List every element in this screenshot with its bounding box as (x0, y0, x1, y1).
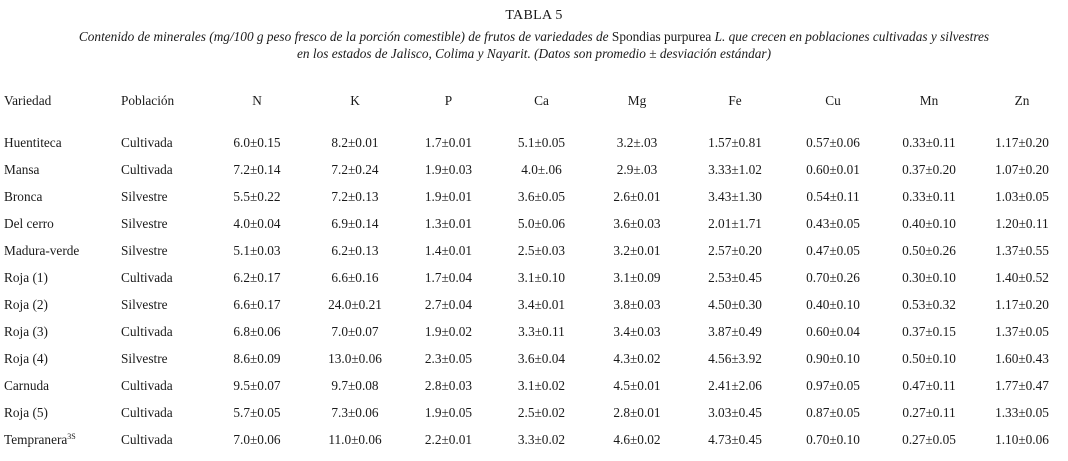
table-row (0, 426, 1068, 453)
caption-text-end: L. que crecen en poblaciones cultivadas y silvestres (711, 29, 990, 44)
cell-mn: 0.37±0.15 (902, 323, 956, 339)
cell-mn: 0.50±0.10 (902, 350, 956, 366)
cell-mn: 0.53±0.32 (902, 296, 956, 312)
cell-fe: 3.87±0.49 (708, 323, 762, 339)
cell-p: 2.2±0.01 (424, 431, 473, 447)
cell-poblacion: Silvestre (121, 242, 168, 258)
cell-fe: 3.43±1.30 (708, 188, 762, 204)
cell-fe: 4.50±0.30 (708, 296, 762, 312)
cell-k: 8.2±0.01 (331, 134, 379, 150)
cell-mn: 0.27±0.05 (902, 431, 956, 447)
variedad-name: Roja (5) (4, 404, 48, 420)
cell-variedad (0, 372, 118, 399)
cell-mg: 2.9±.03 (616, 161, 658, 177)
cell-mn: 0.33±0.11 (902, 134, 956, 150)
table-row (0, 210, 1068, 237)
cell-ca: 2.5±0.02 (517, 404, 566, 420)
header-spacer (0, 116, 1068, 129)
cell-mn: 0.30±0.10 (902, 269, 956, 285)
cell-p: 2.7±0.04 (424, 296, 473, 312)
header-fe: Fe (728, 93, 742, 108)
cell-cu: 0.54±0.11 (806, 188, 860, 204)
cell-variedad (0, 264, 118, 291)
table-row (0, 264, 1068, 291)
cell-p: 1.7±0.04 (424, 269, 473, 285)
cell-variedad (0, 318, 118, 345)
cell-fe: 2.41±2.06 (708, 377, 762, 393)
cell-zn: 1.37±0.05 (995, 323, 1049, 339)
cell-zn: 1.60±0.43 (995, 350, 1049, 366)
cell-ca: 3.4±0.01 (517, 296, 566, 312)
cell-mg: 2.6±0.01 (613, 188, 661, 204)
header-p: P (444, 93, 453, 108)
cell-fe: 3.33±1.02 (708, 161, 762, 177)
caption-species: Spondias purpurea (611, 29, 712, 44)
cell-fe: 4.73±0.45 (708, 431, 762, 447)
table-row (0, 129, 1068, 156)
cell-mg: 3.8±0.03 (613, 296, 661, 312)
cell-k: 6.2±0.13 (331, 242, 379, 258)
cell-cu: 0.60±0.01 (806, 161, 860, 177)
variedad-name: Roja (4) (4, 350, 48, 366)
cell-k: 7.0±0.07 (331, 323, 379, 339)
cell-variedad (0, 210, 118, 237)
cell-mg: 3.2±0.01 (613, 242, 661, 258)
cell-fe: 2.01±1.71 (708, 215, 762, 231)
cell-k: 13.0±0.06 (328, 350, 382, 366)
header-mg: Mg (627, 93, 647, 108)
cell-poblacion: Silvestre (121, 296, 168, 312)
cell-fe: 4.56±3.92 (708, 350, 762, 366)
cell-cu: 0.47±0.05 (806, 242, 860, 258)
cell-mg: 3.6±0.03 (613, 215, 661, 231)
header-n: N (252, 93, 262, 108)
cell-mg: 4.3±0.02 (613, 350, 661, 366)
cell-zn: 1.03±0.05 (995, 188, 1049, 204)
cell-mn: 0.50±0.26 (902, 242, 956, 258)
cell-variedad (0, 156, 118, 183)
cell-p: 1.7±0.01 (424, 134, 473, 150)
variedad-name: Tempranera (4, 431, 68, 447)
cell-ca: 5.1±0.05 (517, 134, 566, 150)
cell-fe: 1.57±0.81 (708, 134, 762, 150)
table-title: TABLA 5 (505, 8, 563, 23)
table-row (0, 237, 1068, 264)
cell-zn: 1.20±0.11 (995, 215, 1049, 231)
cell-n: 5.7±0.05 (233, 404, 281, 420)
cell-cu: 0.40±0.10 (806, 296, 860, 312)
cell-p: 1.9±0.05 (424, 404, 473, 420)
cell-poblacion: Cultivada (121, 161, 173, 177)
cell-ca: 3.6±0.04 (517, 350, 566, 366)
variedad-name: Mansa (4, 161, 40, 177)
cell-fe: 2.57±0.20 (708, 242, 762, 258)
cell-zn: 1.17±0.20 (995, 296, 1049, 312)
cell-n: 9.5±0.07 (233, 377, 281, 393)
cell-n: 6.2±0.17 (233, 269, 281, 285)
cell-p: 2.3±0.05 (424, 350, 473, 366)
header-poblacion: Población (121, 93, 175, 108)
cell-poblacion: Cultivada (121, 269, 173, 285)
cell-variedad (0, 399, 118, 426)
cell-n: 6.0±0.15 (233, 134, 281, 150)
cell-p: 1.4±0.01 (424, 242, 473, 258)
variedad-name: Huentiteca (4, 134, 62, 150)
cell-zn: 1.40±0.52 (995, 269, 1049, 285)
cell-cu: 0.43±0.05 (806, 215, 860, 231)
cell-ca: 4.0±.06 (521, 161, 562, 177)
table-row (0, 345, 1068, 372)
cell-cu: 0.87±0.05 (806, 404, 860, 420)
cell-p: 2.8±0.03 (424, 377, 473, 393)
cell-mg: 2.8±0.01 (613, 404, 661, 420)
cell-variedad (0, 345, 118, 372)
caption-line-1 (0, 28, 1068, 45)
cell-p: 1.9±0.02 (424, 323, 473, 339)
cell-zn: 1.37±0.55 (995, 242, 1049, 258)
cell-mg: 4.5±0.01 (613, 377, 661, 393)
cell-n: 7.0±0.06 (233, 431, 281, 447)
cell-zn: 1.07±0.20 (995, 161, 1049, 177)
cell-cu: 0.70±0.26 (806, 269, 860, 285)
cell-n: 8.6±0.09 (233, 350, 281, 366)
cell-n: 6.6±0.17 (233, 296, 281, 312)
table-row (0, 156, 1068, 183)
cell-mg: 3.2±.03 (616, 134, 658, 150)
cell-k: 11.0±0.06 (328, 431, 382, 447)
variedad-name: Del cerro (4, 215, 54, 231)
cell-cu: 0.60±0.04 (806, 323, 860, 339)
cell-k: 9.7±0.08 (331, 377, 379, 393)
cell-poblacion: Silvestre (121, 350, 168, 366)
variedad-name: Carnuda (4, 377, 50, 393)
cell-mn: 0.47±0.11 (902, 377, 956, 393)
table-row (0, 372, 1068, 399)
header-zn: Zn (1014, 93, 1030, 108)
variedad-name: Roja (3) (4, 323, 48, 339)
cell-zn: 1.10±0.06 (995, 431, 1049, 447)
cell-ca: 3.1±0.02 (517, 377, 566, 393)
cell-ca: 2.5±0.03 (517, 242, 566, 258)
cell-p: 1.3±0.01 (424, 215, 473, 231)
cell-n: 4.0±0.04 (233, 215, 281, 231)
cell-poblacion: Silvestre (121, 215, 168, 231)
cell-zn: 1.33±0.05 (995, 404, 1049, 420)
cell-cu: 0.57±0.06 (806, 134, 860, 150)
header-variedad: Variedad (4, 93, 52, 108)
cell-poblacion: Cultivada (121, 134, 173, 150)
cell-variedad (0, 129, 118, 156)
minerals-table (0, 86, 1068, 453)
header-cu: Cu (825, 93, 841, 108)
variedad-name: Madura-verde (4, 242, 80, 258)
table-row (0, 399, 1068, 426)
header-ca: Ca (534, 93, 549, 108)
cell-poblacion: Silvestre (121, 188, 168, 204)
cell-p: 1.9±0.03 (424, 161, 473, 177)
cell-mg: 3.1±0.09 (613, 269, 661, 285)
cell-ca: 3.3±0.02 (517, 431, 566, 447)
cell-mg: 3.4±0.03 (613, 323, 661, 339)
cell-k: 6.6±0.16 (331, 269, 379, 285)
variedad-name: Bronca (4, 188, 43, 204)
cell-n: 5.5±0.22 (233, 188, 281, 204)
variedad-name: Roja (1) (4, 269, 48, 285)
cell-variedad (0, 291, 118, 318)
table-row (0, 183, 1068, 210)
header-mn: Mn (919, 93, 939, 108)
cell-n: 7.2±0.14 (233, 161, 281, 177)
cell-ca: 5.0±0.06 (517, 215, 566, 231)
cell-variedad (0, 426, 118, 453)
variedad-name: Roja (2) (4, 296, 48, 312)
cell-cu: 0.90±0.10 (806, 350, 860, 366)
cell-cu: 0.97±0.05 (806, 377, 860, 393)
caption-text-start: Contenido de minerales (mg/100 g peso fresco de la porción comestible) de frutos de variedades de (78, 29, 612, 44)
cell-poblacion: Cultivada (121, 323, 173, 339)
cell-mn: 0.27±0.11 (902, 404, 956, 420)
cell-mn: 0.33±0.11 (902, 188, 956, 204)
variedad-footnote: 3S (67, 431, 76, 441)
cell-variedad (0, 183, 118, 210)
cell-poblacion: Cultivada (121, 377, 173, 393)
table-row (0, 318, 1068, 345)
cell-n: 6.8±0.06 (233, 323, 281, 339)
cell-n: 5.1±0.03 (233, 242, 281, 258)
cell-k: 7.3±0.06 (331, 404, 379, 420)
cell-mn: 0.40±0.10 (902, 215, 956, 231)
cell-fe: 3.03±0.45 (708, 404, 762, 420)
cell-ca: 3.3±0.11 (518, 323, 565, 339)
cell-poblacion: Cultivada (121, 404, 173, 420)
cell-k: 6.9±0.14 (331, 215, 379, 231)
cell-ca: 3.6±0.05 (517, 188, 566, 204)
cell-variedad (0, 237, 118, 264)
cell-fe: 2.53±0.45 (708, 269, 762, 285)
cell-zn: 1.17±0.20 (995, 134, 1049, 150)
cell-poblacion: Cultivada (121, 431, 173, 447)
cell-k: 7.2±0.13 (331, 188, 379, 204)
cell-cu: 0.70±0.10 (806, 431, 860, 447)
cell-k: 24.0±0.21 (328, 296, 382, 312)
header-k: K (350, 93, 360, 108)
cell-ca: 3.1±0.10 (517, 269, 566, 285)
cell-mg: 4.6±0.02 (613, 431, 661, 447)
header-row (0, 86, 1068, 116)
cell-p: 1.9±0.01 (424, 188, 473, 204)
cell-zn: 1.77±0.47 (995, 377, 1049, 393)
caption-line-2: en los estados de Jalisco, Colima y Nayarit. (Datos son promedio ± desviación estándar) (297, 46, 771, 61)
cell-k: 7.2±0.24 (331, 161, 379, 177)
table-caption (0, 28, 1068, 62)
table-row (0, 291, 1068, 318)
cell-mn: 0.37±0.20 (902, 161, 956, 177)
